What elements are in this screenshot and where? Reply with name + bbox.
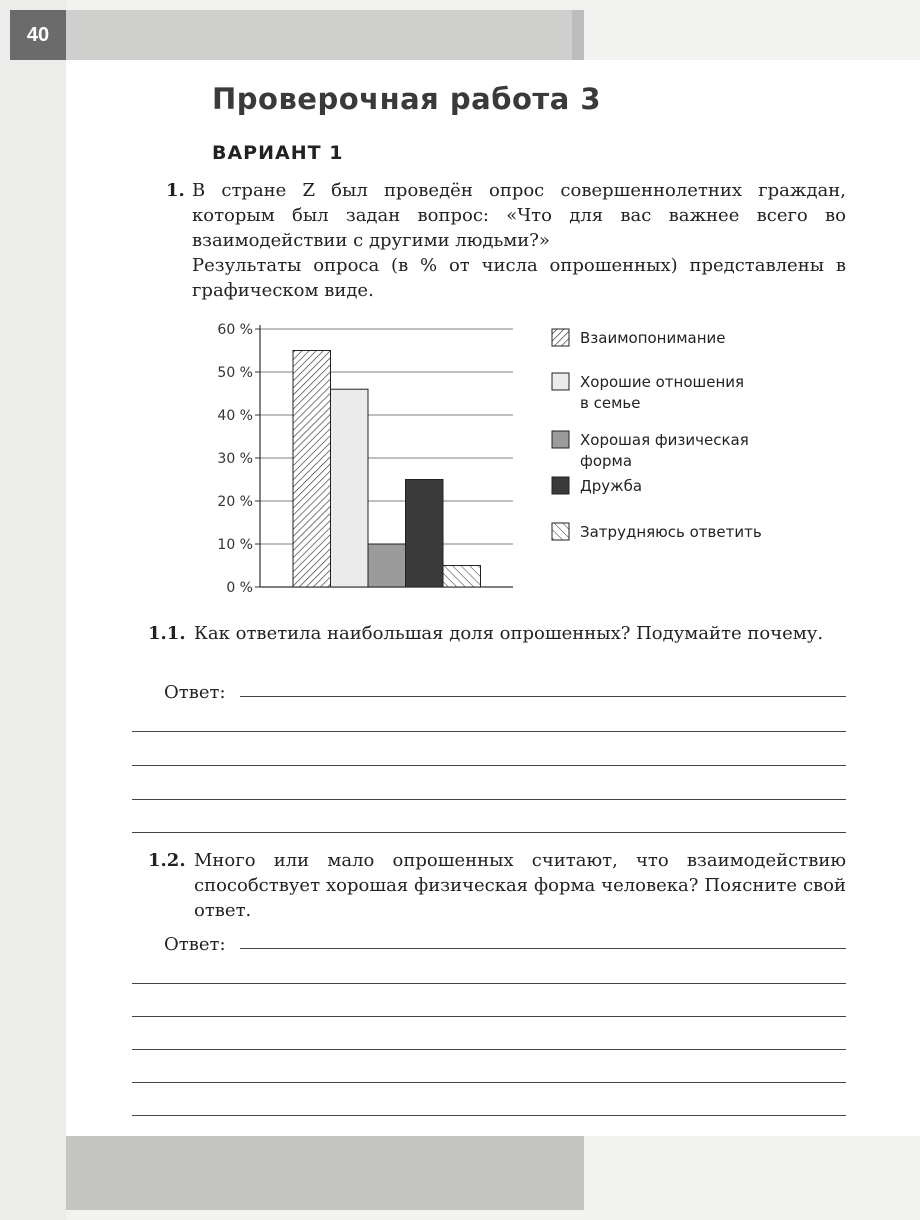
chart-legend: [552, 329, 762, 541]
legend-label: в семье: [580, 394, 641, 412]
legend-swatch: [552, 373, 569, 390]
task-text: [192, 178, 846, 303]
bar: [406, 480, 444, 588]
legend-label: Дружба: [580, 477, 643, 495]
question-number: 1.1.: [148, 623, 186, 644]
page-shadow-left: [0, 0, 66, 1220]
bar: [293, 351, 331, 588]
variant-heading: ВАРИАНТ 1: [212, 142, 344, 164]
page-title: Проверочная работа 3: [212, 82, 602, 116]
page-shadow-bottom: [66, 1136, 584, 1210]
legend-label: Хорошие отношения: [580, 373, 745, 391]
legend-swatch: [552, 329, 569, 346]
answer-line[interactable]: [132, 1016, 846, 1017]
task-instruction: Результаты опроса (в % от числа опрошенных) представлены в графическом виде.: [192, 255, 846, 301]
legend-label: форма: [580, 452, 633, 470]
answer-line[interactable]: [240, 948, 846, 949]
legend-label: Хорошая физическая: [580, 431, 749, 449]
task-question: В стране Z был проведён опрос совершеннолетних граждан, которым был задан вопрос: «Что для вас важнее всего во взаимодействии с другими людьми?»: [192, 180, 846, 251]
y-tick-label: 30 %: [217, 451, 253, 467]
y-tick-label: 10 %: [217, 537, 253, 553]
legend-swatch: [552, 523, 569, 540]
y-tick-label: 0 %: [226, 580, 253, 596]
legend-swatch: [552, 477, 569, 494]
answer-line[interactable]: [132, 983, 846, 984]
answer-label: Ответ:: [164, 682, 226, 703]
question-text: Как ответила наибольшая доля опрошенных? Подумайте почему.: [194, 623, 824, 644]
legend-swatch: [552, 431, 569, 448]
answer-line[interactable]: [132, 1049, 846, 1050]
question-text: Много или мало опрошенных считают, что взаимодействию способствует хорошая физическая форма человека? Поясните свой ответ.: [194, 850, 846, 921]
answer-line[interactable]: [132, 765, 846, 766]
answer-line[interactable]: [132, 1082, 846, 1083]
answer-line[interactable]: [132, 1115, 846, 1116]
page-number: 40: [10, 10, 66, 60]
answer-line[interactable]: [240, 696, 846, 697]
survey-bar-chart: [210, 315, 790, 610]
y-tick-label: 40 %: [217, 408, 253, 424]
chart-bars: [293, 351, 481, 588]
bar: [331, 389, 369, 587]
question-number: 1.2.: [148, 850, 186, 871]
answer-label: Ответ:: [164, 934, 226, 955]
y-tick-label: 20 %: [217, 494, 253, 510]
y-tick-label: 50 %: [217, 365, 253, 381]
y-tick-label: 60 %: [217, 322, 253, 338]
answer-line[interactable]: [132, 731, 846, 732]
answer-line[interactable]: [132, 799, 846, 800]
legend-label: Затрудняюсь ответить: [580, 523, 762, 541]
task-number: 1.: [166, 180, 185, 201]
page-header-strip: [10, 10, 582, 60]
bar: [443, 566, 481, 588]
answer-line[interactable]: [132, 832, 846, 833]
legend-label: Взаимопонимание: [580, 329, 726, 347]
bar: [368, 544, 406, 587]
